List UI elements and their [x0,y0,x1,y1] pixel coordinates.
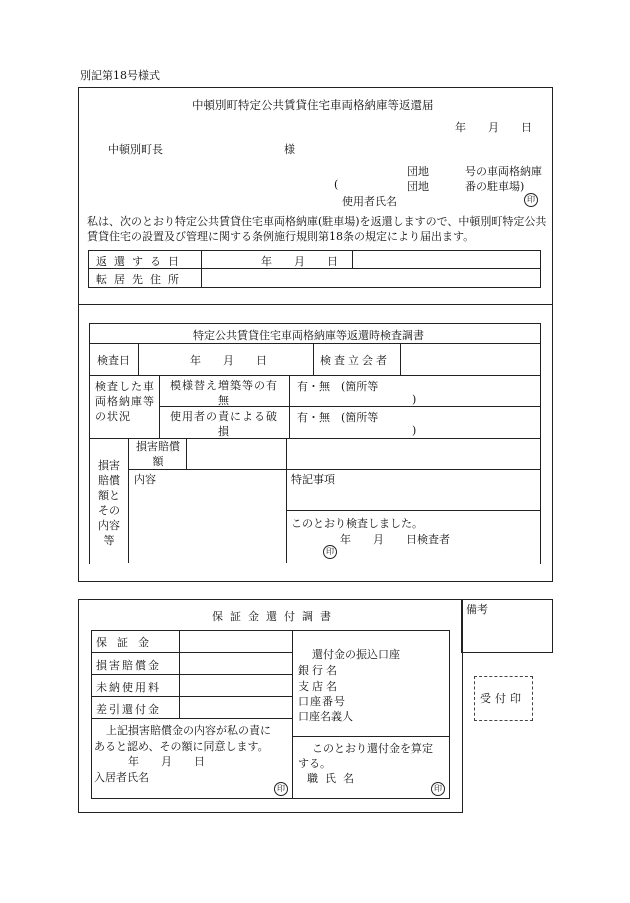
notification-date[interactable]: 年 月 日 [455,121,532,134]
addressee-honorific: 様 [284,143,295,156]
agree-date[interactable]: 年 月 日 [128,755,205,768]
form-number: 別記第18号様式 [80,69,160,82]
garage-number-label: 号の車両格納庫 [465,165,542,178]
refund-amount-field[interactable] [181,698,290,716]
paren-open: ( [334,178,339,191]
damages-field[interactable] [181,654,290,672]
notes-top-divider [286,469,540,470]
addressee: 中頓別町長 [108,143,163,156]
status-label: 検査した車両格納庫等の状況 [95,380,155,423]
inspection-col-divider-3 [400,343,401,375]
refund-title: 保証金還付調書 [212,610,338,623]
damage-label: 損害賠償額とその内容等 [98,459,120,547]
refund-row-label: 損害賠償金 [96,659,161,672]
danchi-label-2: 団地 [407,180,429,193]
row2-value[interactable]: 有・無 (箇所等 [297,411,379,424]
return-table-col-divider [201,250,202,287]
notes-col-divider [286,438,287,563]
new-address-label: 転居先住所 [96,273,186,286]
refund-row-divider-3 [91,696,292,697]
inspection-title: 特定公共賃貸住宅車両格納庫等返還時検査調書 [193,329,424,342]
refund-row-label: 差引還付金 [96,703,161,716]
calc-text-2: する。 [298,757,331,770]
official-name-label[interactable]: 職氏名 [307,772,361,785]
section-divider [78,304,552,305]
remarks-label: 備考 [466,603,488,616]
inspection-row-divider [89,375,540,376]
new-address-field[interactable] [204,270,538,285]
inspection-col-divider-2 [313,343,314,375]
inspection-date-value[interactable]: 年 月 日 [190,354,267,367]
row2-close: ) [412,424,417,437]
resident-name-label[interactable]: 入居者氏名 [94,771,149,784]
status-row-divider [159,406,540,407]
refund-row-label: 保証金 [96,636,159,649]
damage-amount-label: 損害賠償額 [136,440,180,468]
inspected-date[interactable]: 年 月 日検査者 [340,533,450,546]
return-table-col-divider-2 [352,250,353,268]
resident-seal-icon: 印 [274,782,288,796]
agree-text-2: あると認め、その額に同意します。 [94,740,269,753]
row1-label: 模様替え増築等の有無 [170,379,278,407]
official-seal-icon: 印 [431,782,445,796]
received-stamp-label: 受付印 [480,692,525,705]
bank-field-label: 支店名 [298,680,340,693]
deposit-field[interactable] [181,632,290,650]
user-name-label[interactable]: 使用者氏名 [342,195,397,208]
damage-amount-field[interactable] [188,440,284,466]
witness-label: 検査立会者 [320,354,390,367]
agree-text-1: 上記損害賠償金の内容が私の責に [106,724,271,737]
inspection-title-divider [89,343,540,344]
content-label: 内容 [134,473,156,486]
row1-value[interactable]: 有・無 (箇所等 [297,380,379,393]
inspected-text: このとおり検査しました。 [291,517,423,530]
return-date-value[interactable]: 年 月 日 [261,255,338,268]
notes-label: 特記事項 [291,473,335,486]
refund-mid-divider [292,630,293,798]
row2-label: 使用者の責による破損 [170,410,278,438]
notification-title: 中頓別町特定公共賃貸住宅車両格納庫等返還届 [192,98,434,112]
refund-row-divider-4 [91,718,292,719]
inspection-date-label: 検査日 [97,354,130,367]
danchi-label-1: 団地 [407,165,429,178]
witness-field[interactable] [402,346,538,374]
notification-body-text: 私は、次のとおり特定公共賃貸住宅車両格納庫(駐車場)を返還しますので、中頓別町特定公共賃貸住宅の設置及び管理に関する条例施行規則第18条の規定により届出ます。 [87,215,547,243]
damage-content-divider [128,469,286,470]
bank-field-label: 銀行名 [298,664,340,677]
refund-row-divider-1 [91,652,292,653]
damage-amount-divider [186,438,187,469]
inspection-col-divider [138,343,139,375]
seal-icon: 印 [524,193,538,207]
unpaid-fee-field[interactable] [181,676,290,694]
bank-box-bottom [292,736,449,737]
damage-col-divider [128,438,129,563]
parking-number-label: 番の駐車場) [465,180,525,193]
notes-bottom-divider [286,510,540,511]
row1-close: ) [412,393,417,406]
bank-field-label: 口座番号 [298,695,346,708]
return-date-label: 返還する日 [96,255,186,268]
refund-row-label: 未納使用料 [96,681,161,694]
bank-account-title: 還付金の振込口座 [312,648,400,661]
inspector-seal-icon: 印 [323,545,337,559]
refund-row-divider-2 [91,674,292,675]
bank-field-label: 口座名義人 [298,710,353,723]
calc-text-1: このとおり還付金を算定 [312,742,433,755]
